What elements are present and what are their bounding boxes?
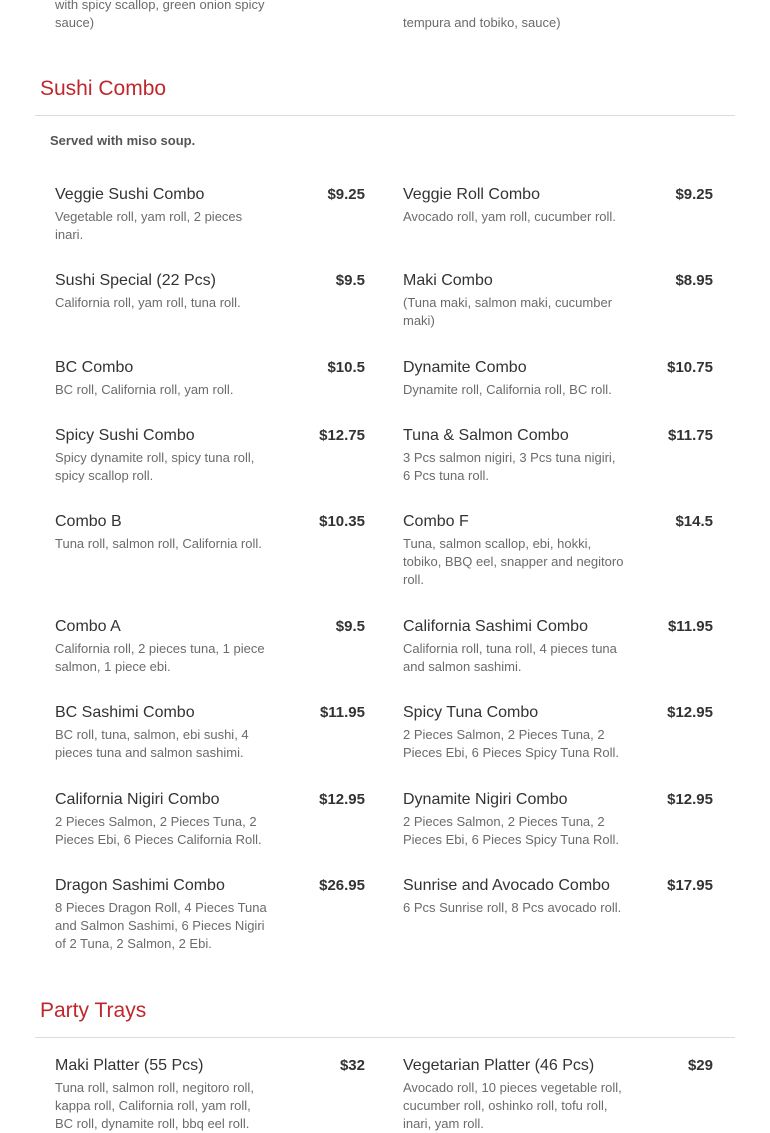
menu-item-name: Veggie Sushi Combo bbox=[55, 186, 205, 203]
menu-item-price: $32 bbox=[339, 1057, 365, 1074]
menu-item-price: $12.75 bbox=[319, 427, 365, 444]
menu-item-price: $11.95 bbox=[319, 704, 365, 721]
menu-item-desc: 3 Pcs salmon nigiri, 3 Pcs tuna nigiri, 6 Pcs tuna roll. bbox=[403, 450, 616, 483]
menu-item-name: BC Combo bbox=[55, 359, 134, 376]
menu-item-price: $9.5 bbox=[335, 618, 365, 635]
menu-item-name: Maki Platter (55 Pcs) bbox=[55, 1057, 204, 1074]
menu-item-name: Sushi Special (22 Pcs) bbox=[55, 272, 216, 289]
section-subtitle: Served with miso soup. bbox=[50, 133, 196, 148]
menu-item-price: $12.95 bbox=[319, 791, 365, 808]
menu-item-desc: Tuna, salmon scallop, ebi, hokki, tobiko, BBQ eel, snapper and negitoro roll. bbox=[403, 536, 624, 587]
menu-item-name: Dynamite Combo bbox=[403, 359, 527, 376]
menu-item-price: $9.25 bbox=[327, 186, 365, 203]
section-divider bbox=[35, 1037, 735, 1038]
menu-item-price: $14.5 bbox=[675, 513, 713, 530]
menu-item-price: $26.95 bbox=[319, 877, 365, 894]
menu-item-name: Vegetarian Platter (46 Pcs) bbox=[403, 1057, 595, 1074]
menu-item-name: California Sashimi Combo bbox=[403, 618, 588, 635]
menu-item-name: Combo B bbox=[55, 513, 122, 530]
menu-item-price: $12.95 bbox=[667, 704, 713, 721]
menu-item-name: California Nigiri Combo bbox=[55, 791, 220, 808]
menu-item-name: Dynamite Nigiri Combo bbox=[403, 791, 568, 808]
menu-item-desc: 2 Pieces Salmon, 2 Pieces Tuna, 2 Pieces Ebi, 6 Pieces Spicy Tuna Roll. bbox=[403, 727, 620, 760]
menu-item-price: $17.95 bbox=[667, 877, 713, 894]
menu-item-price: $10.75 bbox=[667, 359, 713, 376]
menu-item-desc: California roll, tuna roll, 4 pieces tuna and salmon sashimi. bbox=[403, 641, 617, 674]
menu-item-price: $8.95 bbox=[675, 272, 713, 289]
section-title-sushi-combo: Sushi Combo bbox=[40, 77, 167, 100]
menu-item-desc: BC roll, California roll, yam roll. bbox=[55, 382, 234, 397]
menu-item-desc: (Tuna maki, salmon maki, cucumber maki) bbox=[403, 295, 613, 328]
menu-item-name: Dragon Sashimi Combo bbox=[55, 877, 225, 894]
section-divider bbox=[35, 115, 735, 116]
menu-item-desc: Avocado roll, yam roll, cucumber roll. bbox=[403, 209, 616, 224]
menu-item-price: $11.75 bbox=[667, 427, 713, 444]
menu-item-name: Combo A bbox=[55, 618, 121, 635]
menu-item-price: $10.5 bbox=[327, 359, 365, 376]
menu-item-desc: Tuna roll, salmon roll, California roll. bbox=[55, 536, 262, 551]
menu-item-price: $11.95 bbox=[667, 618, 713, 635]
menu-item-desc: 8 Pieces Dragon Roll, 4 Pieces Tuna and Salmon Sashimi, 6 Pieces Nigiri of 2 Tuna, 2 Salmon, 2 Ebi. bbox=[55, 900, 267, 951]
menu-item-price: $9.5 bbox=[335, 272, 365, 289]
menu-item-name: Spicy Tuna Combo bbox=[403, 704, 539, 721]
menu-item-desc: 2 Pieces Salmon, 2 Pieces Tuna, 2 Pieces Ebi, 6 Pieces California Roll. bbox=[55, 814, 262, 847]
menu-item-name: Veggie Roll Combo bbox=[403, 186, 540, 203]
partial-item-desc-left: with spicy scallop, green onion spicy sauce) bbox=[55, 0, 265, 30]
menu-item-desc: Spicy dynamite roll, spicy tuna roll, spicy scallop roll. bbox=[55, 450, 255, 483]
menu-item-price: $9.25 bbox=[675, 186, 713, 203]
menu-item-desc: Dynamite roll, California roll, BC roll. bbox=[403, 382, 612, 397]
menu-item-name: Maki Combo bbox=[403, 272, 493, 289]
menu-item-desc: Tuna roll, salmon roll, negitoro roll, kappa roll, California roll, yam roll, BC roll, dynamite roll, bbq eel roll. bbox=[55, 1080, 254, 1131]
menu-item-desc: Avocado roll, 10 pieces vegetable roll, cucumber roll, oshinko roll, tofu roll, inari, yam roll. bbox=[403, 1080, 622, 1131]
menu-item-name: Combo F bbox=[403, 513, 469, 530]
menu-item-name: Sunrise and Avocado Combo bbox=[403, 877, 610, 894]
menu-item-desc: Vegetable roll, yam roll, 2 pieces inari. bbox=[55, 209, 243, 242]
section-title-party-trays: Party Trays bbox=[40, 999, 147, 1022]
menu-item-price: $12.95 bbox=[667, 791, 713, 808]
menu-item-desc: 2 Pieces Salmon, 2 Pieces Tuna, 2 Pieces Ebi, 6 Pieces Spicy Tuna Roll. bbox=[403, 814, 620, 847]
partial-item-desc-right: tempura and tobiko, sauce) bbox=[403, 15, 561, 30]
menu-item-desc: BC roll, tuna, salmon, ebi sushi, 4 pieces tuna and salmon sashimi. bbox=[55, 727, 249, 760]
menu-item-desc: 6 Pcs Sunrise roll, 8 Pcs avocado roll. bbox=[403, 900, 622, 915]
menu-item-desc: California roll, yam roll, tuna roll. bbox=[55, 295, 241, 310]
menu-item-price: $29 bbox=[687, 1057, 713, 1074]
menu-item-desc: California roll, 2 pieces tuna, 1 piece salmon, 1 piece ebi. bbox=[55, 641, 265, 674]
menu-item-name: BC Sashimi Combo bbox=[55, 704, 195, 721]
menu-item-name: Spicy Sushi Combo bbox=[55, 427, 195, 444]
menu-item-name: Tuna & Salmon Combo bbox=[403, 427, 569, 444]
menu-item-price: $10.35 bbox=[319, 513, 365, 530]
